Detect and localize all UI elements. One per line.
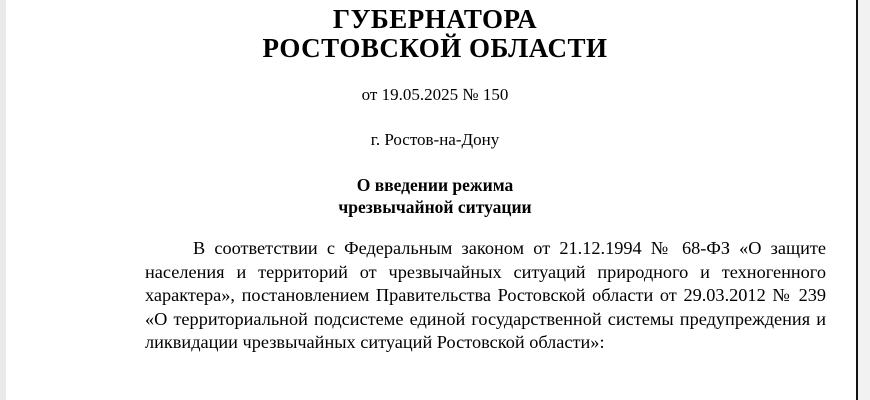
document-date-number: от 19.05.2025 № 150 — [361, 85, 509, 104]
document-body-paragraph: В соответствии с Федеральным законом от 21.12.1994 № 68-ФЗ «О защите населения и территорий от чрезвычайных ситуаций природного и техногенного характера», постановлением Правительства Ростовской области от 29.03.2012 № 239 «О территориальной подсистеме единой государственной системы предупреждения и ликвидации чрезвычайных ситуаций Ростовской области»: — [145, 238, 826, 352]
document-title-line-1: О введении режима — [356, 175, 514, 195]
issuer-heading-line-2: РОСТОВСКОЙ ОБЛАСТИ — [262, 33, 608, 63]
document-title-line-2: чрезвычайной ситуации — [338, 197, 532, 217]
document-city: г. Ростов-на-Дону — [370, 130, 500, 149]
viewer-right-edge — [856, 0, 870, 400]
issuer-heading-line-1: ГУБЕРНАТОРА — [332, 4, 538, 34]
